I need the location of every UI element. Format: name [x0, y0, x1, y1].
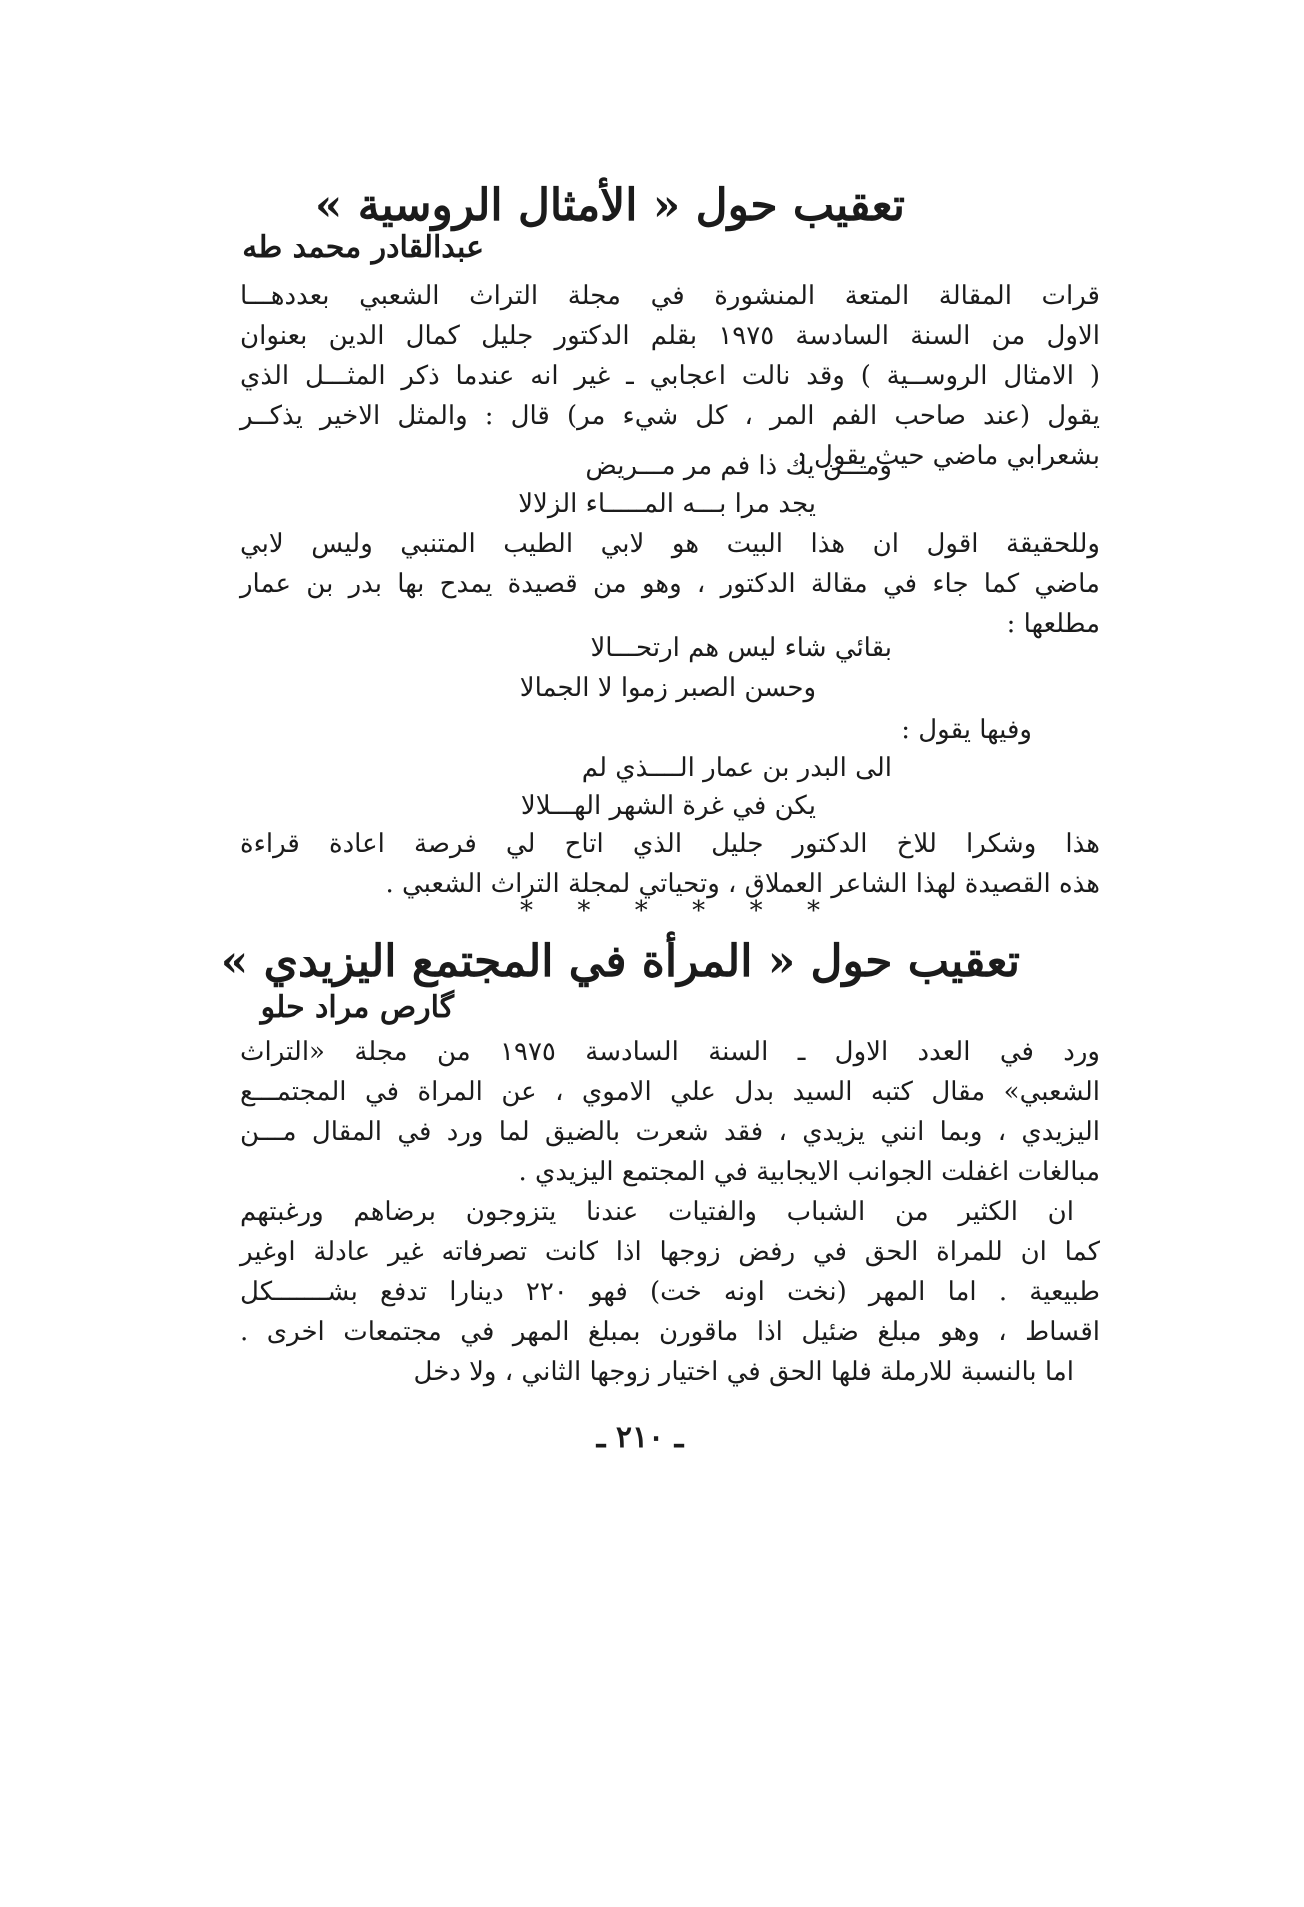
verse-1-first-hemistich: ومـــن يك ذا فم مر مـــريض	[585, 451, 892, 481]
article2-title: تعقيب حول « المرأة في المجتمع اليزيدي »	[220, 936, 1020, 987]
text-line: الاول من السنة السادسة ١٩٧٥ بقلم الدكتور جليل كمال الدين بعنوان	[240, 321, 1100, 351]
text-line: يقول (عند صاحب الفم المر ، كل شيء مر) قال : والمثل الاخير يذكــر	[240, 401, 1100, 431]
text-line: ماضي كما جاء في مقالة الدكتور ، وهو من قصيدة يمدح بها بدر بن عمار	[240, 569, 1100, 599]
text-line: اما بالنسبة للارملة فلها الحق في اختيار زوجها الثاني ، ولا دخل	[413, 1357, 1074, 1387]
text-line: وللحقيقة اقول ان هذا البيت هو لابي الطيب المتنبي وليس لابي	[240, 529, 1100, 559]
verse-2-first-hemistich: بقائي شاء ليس هم ارتحـــالا	[590, 633, 892, 663]
article1-middle	[240, 524, 1100, 644]
article1-title: تعقيب حول « الأمثال الروسية »	[314, 180, 906, 231]
text-line: ان الكثير من الشباب والفتيات عندنا يتزوجون برضاهم ورغبتهم	[240, 1197, 1074, 1227]
verse-3-first-hemistich: الى البدر بن عمار الــــذي لم	[581, 753, 892, 783]
verse-2-second-hemistich: وحسن الصبر زموا لا الجمالا	[519, 673, 816, 703]
article1-closing	[240, 824, 1100, 904]
article2-paragraph-2	[240, 1192, 1100, 1392]
text-line: مبالغات اغفلت الجوانب الايجابية في المجتمع اليزيدي .	[518, 1157, 1100, 1187]
text-line: ورد في العدد الاول ـ السنة السادسة ١٩٧٥ من مجلة «التراث	[240, 1037, 1100, 1067]
separator-star: *	[749, 896, 763, 926]
verse-3-second-hemistich: يكن في غرة الشهر الهـــلالا	[520, 791, 816, 821]
text-line: ( الامثال الروســية ) وقد نالت اعجابي ـ غير انه عندما ذكر المثـــل الذي	[240, 361, 1100, 391]
text-line: اقساط ، وهو مبلغ ضئيل اذا ماقورن بمبلغ المهر في مجتمعات اخرى .	[240, 1317, 1100, 1347]
section-separator	[520, 896, 820, 926]
page-number: ـ ٢١٠ ـ	[596, 1420, 684, 1455]
text-line: اليزيدي ، وبما انني يزيدي ، فقد شعرت بالضيق لما ورد في المقال مـــن	[240, 1117, 1100, 1147]
separator-star: *	[520, 896, 533, 926]
text-line: مطلعها :	[1006, 609, 1100, 639]
article1-author: عبدالقادر محمد طه	[242, 230, 484, 265]
text-line: بشعرابي ماضي حيث يقول :	[796, 441, 1100, 471]
separator-star: *	[692, 896, 706, 926]
text-line: كما ان للمراة الحق في رفض زوجها اذا كانت تصرفاته غير عادلة اوغير	[240, 1237, 1100, 1267]
text-line: هذا وشكرا للاخ الدكتور جليل الذي اتاح لي فرصة اعادة قراءة	[240, 829, 1100, 859]
text-line: هذه القصيدة لهذا الشاعر العملاق ، وتحياتي لمجلة التراث الشعبي .	[385, 869, 1100, 899]
article2-author: گارص مراد حلو	[260, 990, 454, 1025]
fiha-label: وفيها يقول :	[901, 715, 1032, 745]
separator-star: *	[806, 896, 820, 926]
separator-star: *	[634, 896, 648, 926]
verse-1-second-hemistich: يجد مرا بـــه المـــــاء الزلالا	[518, 489, 816, 519]
text-line: طبيعية . اما المهر (نخت اونه خت) فهو ٢٢٠ دينارا تدفع بشـــــــكل	[240, 1277, 1100, 1307]
text-line: الشعبي» مقال كتبه السيد بدل علي الاموي ، عن المراة في المجتمـــع	[240, 1077, 1100, 1107]
text-line: قرات المقالة المتعة المنشورة في مجلة التراث الشعبي بعددهـــا	[240, 281, 1100, 311]
separator-star: *	[577, 896, 591, 926]
article2-paragraph-1	[240, 1032, 1100, 1192]
